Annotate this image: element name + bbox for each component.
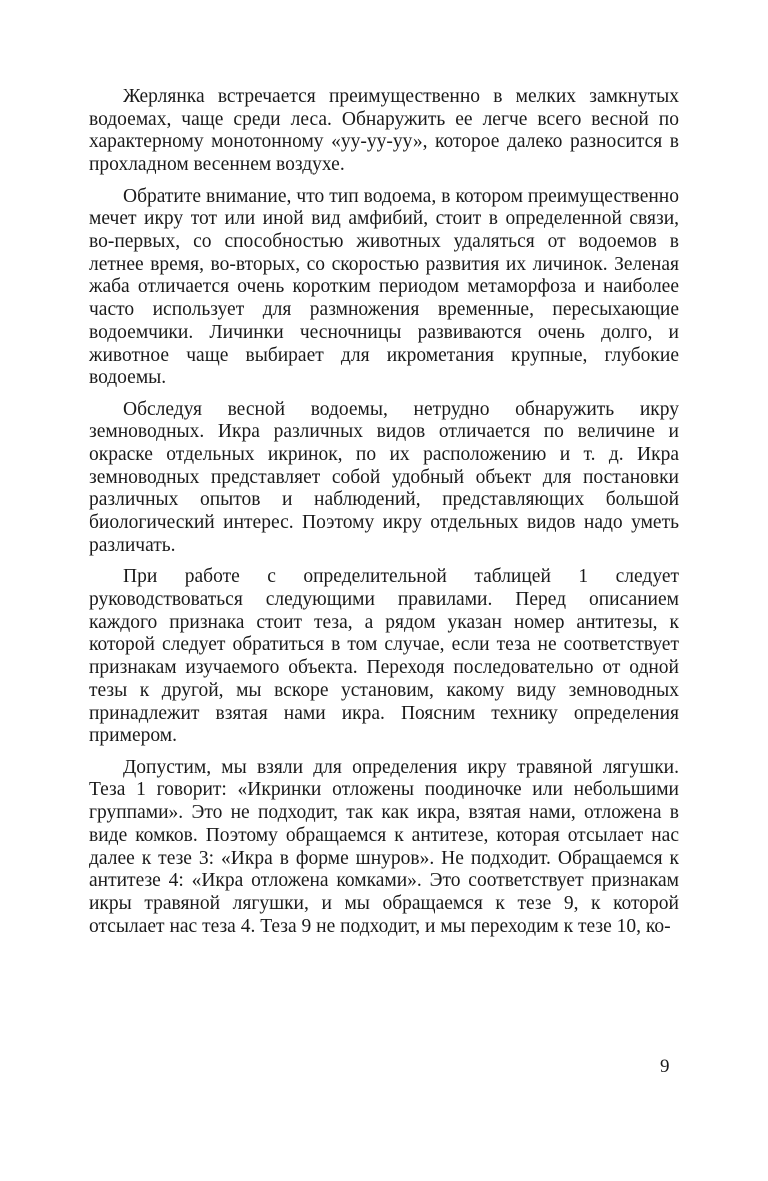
- page-number: 9: [660, 1056, 670, 1077]
- body-text: [89, 86, 679, 947]
- paragraph-2: Обратите внимание, что тип водоема, в котором преимущественно мечет икру тот или иной вид амфибий, стоит в определенной связи, во-первых, со способностью животных удаляться от водоемов в летнее время, во-вторых, со скоростью развития их личинок. Зеленая жаба отличается очень коротким периодом метаморфоза и наиболее часто использует для размножения временные, пересыхающие водоемчики. Личинки чесночницы развиваются очень долго, и животное чаще выбирает для икрометания крупные, глубокие водоемы.: [89, 185, 679, 389]
- paragraph-1: Жерлянка встречается преимущественно в мелких замкнутых водоемах, чаще среди леса. Обнаружить ее легче всего весной по характерному монотонному «уу-уу-уу», которое далеко разносится в прохладном весеннем воздухе.: [89, 86, 679, 176]
- paragraph-3: Обследуя весной водоемы, нетрудно обнаружить икру земноводных. Икра различных видов отличается по величине и окраске отдельных икринок, по их расположению и т. д. Икра земноводных представляет собой удобный объект для постановки различных опытов и наблюдений, представляющих большой биологический интерес. Поэтому икру отдельных видов надо уметь различать.: [89, 398, 679, 556]
- paragraph-5: Допустим, мы взяли для определения икру травяной лягушки. Теза 1 говорит: «Икринки отложены поодиночке или небольшими группами». Это не подходит, так как икра, взятая нами, отложена в виде комков. Поэтому обращаемся к антитезе, которая отсылает нас далее к тезе 3: «Икра в форме шнуров». Не подходит. Обращаемся к антитезе 4: «Икра отложена комками». Это соответствует признакам икры травяной лягушки, и мы обращаемся к тезе 9, к которой отсылает нас теза 4. Теза 9 не подходит, и мы переходим к тезе 10, ко-: [89, 756, 679, 937]
- paragraph-4: При работе с определительной таблицей 1 следует руководствоваться следующими правилами. Перед описанием каждого признака стоит теза, а рядом указан номер антитезы, к которой следует обратиться в том случае, если теза не соответствует признакам изучаемого объекта. Переходя последовательно от одной тезы к другой, мы вскоре установим, какому виду земноводных принадлежит взятая нами икра. Поясним технику определения примером.: [89, 566, 679, 747]
